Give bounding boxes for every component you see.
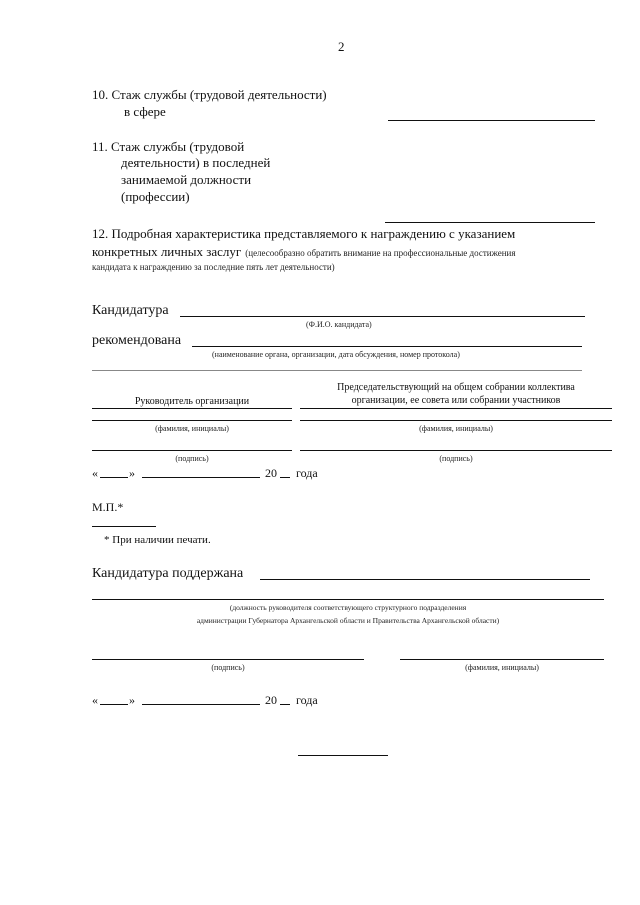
item11-fill-line[interactable] xyxy=(385,222,595,223)
date-year-line[interactable] xyxy=(280,477,290,478)
chair-title-1: Председательствующий на общем собрании коллектива xyxy=(337,382,575,393)
head-sign-line[interactable] xyxy=(92,450,292,451)
item12-title: 12. Подробная характеристика представляемого к награждению с указанием xyxy=(92,226,516,241)
item11-label-4: (профессии) xyxy=(121,189,190,204)
date2-open-quote: « xyxy=(92,693,98,707)
head-sign-hint: (подпись) xyxy=(175,454,209,463)
date-open-quote: « xyxy=(92,466,98,480)
item10-label: 10. Стаж службы (трудовой деятельности) xyxy=(92,87,327,102)
chair-name-line[interactable] xyxy=(300,420,612,421)
item12-note: (целесообразно обратить внимание на профессиональные достижения xyxy=(245,248,516,258)
item11-label: 11. Стаж службы (трудовой xyxy=(92,139,245,154)
date-year-suffix: года xyxy=(296,466,318,480)
page-number: 2 xyxy=(338,39,345,54)
item10-label-cont: в сфере xyxy=(124,104,166,119)
item11-label-3: занимаемой должности xyxy=(121,172,252,187)
chair-name-hint: (фамилия, инициалы) xyxy=(419,424,493,433)
chair-line xyxy=(300,408,612,409)
item11-label-2: деятельности) в последней xyxy=(121,155,271,170)
chair-title-2: организации, ее совета или собрании участников xyxy=(351,395,561,406)
chair-sign-line[interactable] xyxy=(300,450,612,451)
stamp-label: М.П.* xyxy=(92,500,124,514)
end-divider xyxy=(298,755,388,756)
head-name-line[interactable] xyxy=(92,420,292,421)
stamp-footnote: * При наличии печати. xyxy=(104,534,211,546)
date2-month-line[interactable] xyxy=(142,704,260,705)
date-year-prefix: 20 xyxy=(265,466,277,480)
recommended-hint: (наименование органа, организации, дата обсуждения, номер протокола) xyxy=(212,350,460,359)
supported-sign-line[interactable] xyxy=(92,659,364,660)
candidacy-hint: (Ф.И.О. кандидата) xyxy=(306,320,372,329)
item10-fill-line[interactable] xyxy=(388,120,595,121)
supported-name-line[interactable] xyxy=(400,659,604,660)
head-of-org-title: Руководитель организации xyxy=(134,396,250,407)
supported-name-hint: (фамилия, инициалы) xyxy=(465,663,539,672)
date2-year-prefix: 20 xyxy=(265,693,277,707)
supported-position-line[interactable] xyxy=(92,599,604,600)
chair-sign-hint: (подпись) xyxy=(439,454,473,463)
stamp-divider xyxy=(92,526,156,527)
date-day-line[interactable] xyxy=(100,477,128,478)
date-month-line[interactable] xyxy=(142,477,260,478)
date2-day-line[interactable] xyxy=(100,704,128,705)
date2-year-suffix: года xyxy=(296,693,318,707)
supported-hint-1: (должность руководителя соответствующего структурного подразделения xyxy=(229,603,467,612)
candidacy-fill-line[interactable] xyxy=(180,316,585,317)
supported-hint-2: администрации Губернатора Архангельской области и Правительства Архангельской области) xyxy=(196,616,500,625)
head-of-org-line xyxy=(92,408,292,409)
item12-line2 xyxy=(92,243,515,261)
head-name-hint: (фамилия, инициалы) xyxy=(155,424,229,433)
supported-fill-line[interactable] xyxy=(260,579,590,580)
date2-year-line[interactable] xyxy=(280,704,290,705)
date-close-quote: » xyxy=(129,466,135,480)
item12-note-cont: кандидата к награждению за последние пять лет деятельности) xyxy=(92,262,335,272)
item12-main: конкретных личных заслуг xyxy=(92,244,242,259)
candidacy-label: Кандидатура xyxy=(92,303,169,318)
supported-sign-hint: (подпись) xyxy=(211,663,245,672)
recommended-label: рекомендована xyxy=(92,333,182,348)
recommended-fill-line[interactable] xyxy=(192,346,582,347)
date2-close-quote: » xyxy=(129,693,135,707)
separator xyxy=(92,370,582,371)
supported-label: Кандидатура поддержана xyxy=(92,566,244,581)
